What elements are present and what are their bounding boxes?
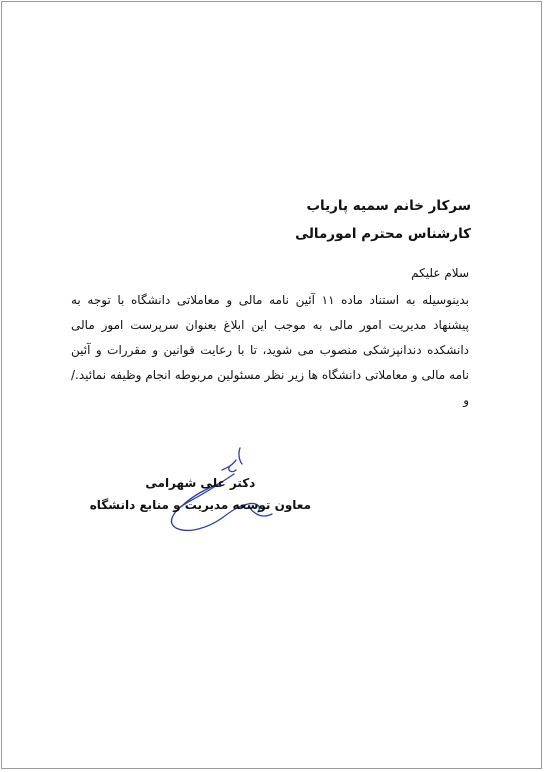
letter-page xyxy=(1,1,542,769)
addressee-name: سرکار خانم سمیه پاریاب xyxy=(306,198,471,214)
addressee-title: کارشناس محترم امورمالی xyxy=(295,226,471,242)
signatory-name: دکتر علی شهرامی xyxy=(145,476,256,490)
addressee-block xyxy=(295,192,471,248)
signature-block xyxy=(90,472,311,516)
letter-body-paragraph: بدینوسیله به استناد ماده ۱۱ آئین نامه مالی و معاملاتی دانشگاه با توجه به پیشنهاد مدیریت امور مالی به موجب این ابلاغ بعنوان سرپرست امور مالی دانشکده دندانپزشکی منصوب می شوید، تا با رعایت قوانین و مقررات و آئین نامه مالی و معاملاتی دانشگاه ها زیر نظر مسئولین مربوطه انجام وظیفه نمائید./و xyxy=(71,293,469,407)
greeting: سلام علیکم xyxy=(411,266,469,280)
letter-body xyxy=(71,288,469,413)
signatory-title: معاون توسعه مدیریت و منابع دانشگاه xyxy=(89,498,311,512)
